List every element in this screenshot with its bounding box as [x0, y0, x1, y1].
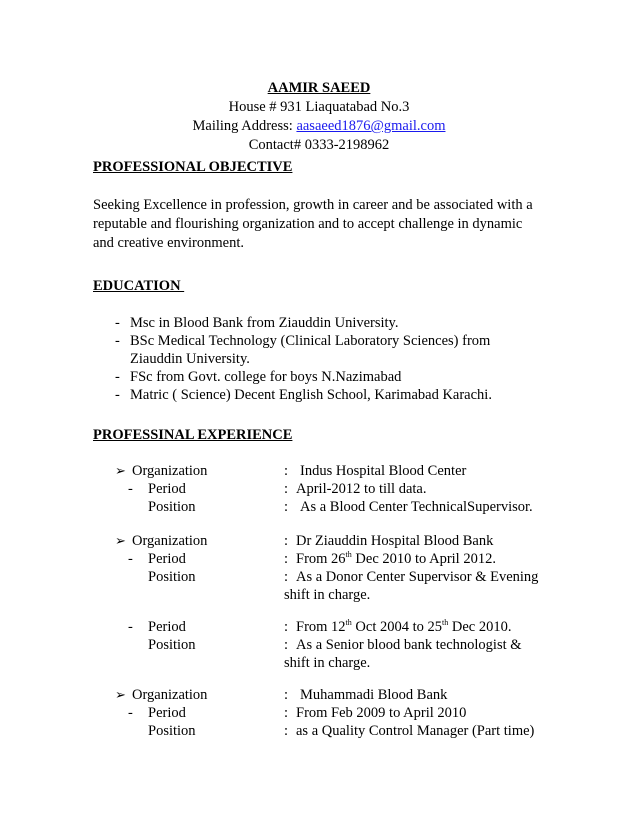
education-item	[93, 332, 550, 368]
position-value-cont: shift in charge.	[284, 655, 371, 671]
position-value: As a Senior blood bank technologist &	[296, 637, 522, 653]
education-item	[93, 368, 550, 386]
position-label: Position	[148, 637, 196, 653]
position-value: As a Blood Center TechnicalSupervisor.	[300, 499, 533, 515]
period-value: From Feb 2009 to April 2010	[296, 705, 467, 721]
position-label: Position	[148, 499, 196, 515]
list-dash: -	[128, 705, 133, 721]
colon: :	[284, 723, 289, 739]
period-value	[296, 550, 496, 568]
objective-line: and creative environment.	[93, 235, 244, 251]
period-text: Oct 2004 to 25	[351, 619, 442, 635]
list-dash: -	[115, 369, 120, 385]
org-name: Indus Hospital Blood Center	[300, 463, 467, 479]
list-dash: -	[115, 387, 120, 403]
colon: :	[284, 637, 289, 653]
colon: :	[284, 481, 289, 497]
period-text: From 12	[296, 619, 346, 635]
education-item	[93, 314, 550, 332]
period-label: Period	[148, 481, 186, 497]
experience-heading: PROFESSINAL EXPERIENCE	[93, 427, 293, 443]
org-name: Muhammadi Blood Bank	[300, 687, 448, 703]
colon: :	[284, 551, 289, 567]
period-value	[296, 618, 511, 636]
position-value: As a Donor Center Supervisor & Evening	[296, 569, 539, 585]
position-value: as a Quality Control Manager (Part time)	[296, 723, 535, 739]
objective-text	[93, 196, 553, 253]
header	[0, 79, 638, 155]
list-dash: -	[115, 333, 120, 349]
org-label: Organization	[132, 463, 208, 479]
position-label: Position	[148, 723, 196, 739]
org-label: Organization	[132, 533, 208, 549]
education-text: Matric ( Science) Decent English School, Karimabad Karachi.	[130, 387, 492, 403]
period-value: April-2012 to till data.	[296, 481, 427, 497]
colon: :	[284, 687, 289, 703]
position-label: Position	[148, 569, 196, 585]
period-label: Period	[148, 551, 186, 567]
objective-heading: PROFESSIONAL OBJECTIVE	[93, 159, 293, 175]
colon: :	[284, 499, 289, 515]
mailing-address	[0, 117, 638, 136]
ordinal-suffix: th	[442, 618, 449, 628]
position-value-cont: shift in charge.	[284, 587, 371, 603]
education-heading: EDUCATION	[93, 278, 185, 294]
education-item	[93, 386, 550, 404]
list-dash: -	[128, 619, 133, 635]
ordinal-suffix: th	[345, 550, 352, 560]
list-dash: -	[115, 315, 120, 331]
contact-number: Contact# 0333-2198962	[248, 137, 390, 153]
education-text: Msc in Blood Bank from Ziauddin University.	[130, 315, 399, 331]
arrow-bullet-icon: ➢	[115, 533, 126, 548]
colon: :	[284, 619, 289, 635]
objective-line: reputable and flourishing organization and to accept challenge in dynamic	[93, 216, 523, 232]
education-list	[93, 314, 550, 404]
home-address: House # 931 Liaquatabad No.3	[228, 99, 410, 115]
email-link[interactable]: aasaeed1876@gmail.com	[296, 118, 446, 134]
org-label: Organization	[132, 687, 208, 703]
list-dash: -	[128, 551, 133, 567]
education-text: Ziauddin University.	[130, 351, 250, 367]
period-text: From 26	[296, 551, 346, 567]
colon: :	[284, 463, 289, 479]
colon: :	[284, 569, 289, 585]
period-text: Dec 2010.	[448, 619, 512, 635]
colon: :	[284, 705, 289, 721]
arrow-bullet-icon: ➢	[115, 687, 126, 702]
education-text: BSc Medical Technology (Clinical Laboratory Sciences) from	[130, 333, 491, 349]
colon: :	[284, 533, 289, 549]
period-text: Dec 2010 to April 2012.	[351, 551, 496, 567]
period-label: Period	[148, 619, 186, 635]
ordinal-suffix: th	[345, 618, 352, 628]
list-dash: -	[128, 481, 133, 497]
org-name: Dr Ziauddin Hospital Blood Bank	[296, 533, 494, 549]
mailing-label: Mailing Address:	[192, 118, 297, 134]
candidate-name: AAMIR SAEED	[267, 80, 371, 96]
objective-line: Seeking Excellence in profession, growth in career and be associated with a	[93, 197, 533, 213]
arrow-bullet-icon: ➢	[115, 463, 126, 478]
period-label: Period	[148, 705, 186, 721]
education-text: FSc from Govt. college for boys N.Nazimabad	[130, 369, 402, 385]
